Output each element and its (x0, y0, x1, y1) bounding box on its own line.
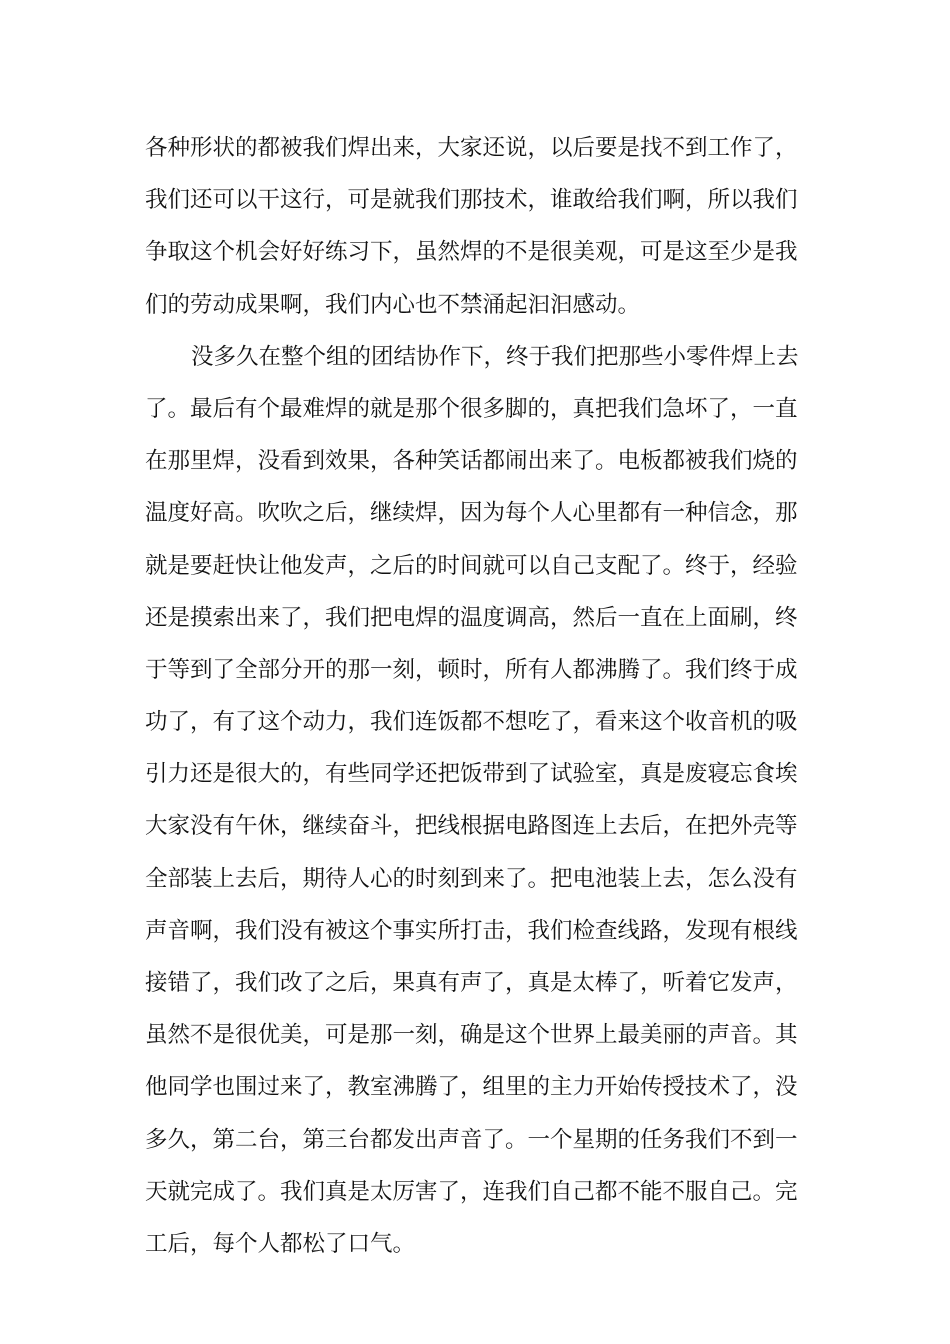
text-line: 温度好高。吹吹之后，继续焊，因为每个人心里都有一种信念，那 (145, 500, 798, 527)
text-line: 就是要赶快让他发声，之后的时间就可以自己支配了。终于，经验 (145, 552, 798, 579)
text-line: 在那里焊，没看到效果，各种笑话都闹出来了。电板都被我们烧的 (145, 448, 798, 475)
text-line: 功了，有了这个动力，我们连饭都不想吃了，看来这个收音机的吸 (145, 709, 798, 736)
text-line: 工后，每个人都松了口气。 (145, 1230, 416, 1257)
text-line: 全部装上去后，期待人心的时刻到来了。把电池装上去，怎么没有 (145, 865, 798, 892)
text-line: 我们还可以干这行，可是就我们那技术，谁敢给我们啊，所以我们 (145, 187, 798, 214)
text-line: 接错了，我们改了之后，果真有声了，真是太棒了，听着它发声， (145, 970, 798, 996)
text-line: 声音啊，我们没有被这个事实所打击，我们检查线路，发现有根线 (145, 917, 798, 944)
document-body (145, 127, 810, 1275)
text-line: 们的劳动成果啊，我们内心也不禁涌起汩汩感动。 (145, 291, 641, 318)
text-line: 了。最后有个最难焊的就是那个很多脚的，真把我们急坏了，一直 (145, 395, 798, 422)
text-line: 还是摸索出来了，我们把电焊的温度调高，然后一直在上面刷，终 (145, 604, 798, 631)
text-line: 于等到了全部分开的那一刻，顿时，所有人都沸腾了。我们终于成 (145, 656, 798, 683)
text-line: 引力还是很大的，有些同学还把饭带到了试验室，真是废寝忘食埃 (145, 761, 798, 788)
text-line: 大家没有午休，继续奋斗，把线根据电路图连上去后，在把外壳等 (145, 813, 798, 840)
text-line: 各种形状的都被我们焊出来，大家还说，以后要是找不到工作了， (145, 135, 798, 161)
text-line: 争取这个机会好好练习下，虽然焊的不是很美观，可是这至少是我 (145, 239, 798, 266)
text-line: 天就完成了。我们真是太厉害了，连我们自己都不能不服自己。完 (145, 1178, 798, 1205)
text-line: 虽然不是很优美，可是那一刻，确是这个世界上最美丽的声音。其 (145, 1022, 798, 1049)
paragraph-first-line: 没多久在整个组的团结协作下，终于我们把那些小零件焊上去 (191, 343, 799, 370)
text-line: 多久，第二台，第三台都发出声音了。一个星期的任务我们不到一 (145, 1126, 798, 1153)
text-line: 他同学也围过来了，教室沸腾了，组里的主力开始传授技术了，没 (145, 1074, 798, 1101)
